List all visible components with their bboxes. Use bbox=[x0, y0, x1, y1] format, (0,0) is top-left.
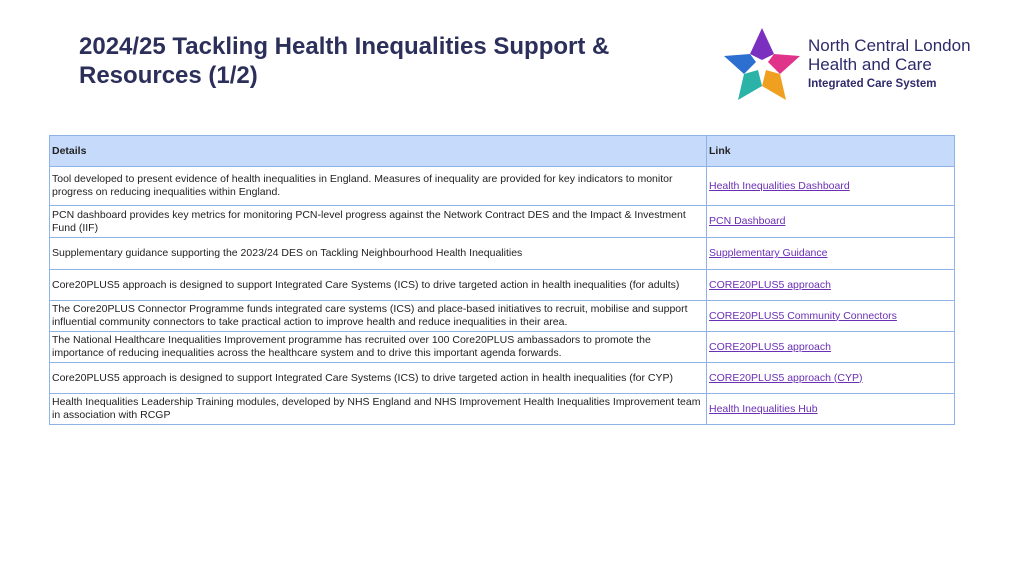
table-row bbox=[50, 332, 955, 363]
logo-line-1: North Central London bbox=[808, 36, 971, 55]
logo-text bbox=[808, 36, 971, 94]
row-link-cell bbox=[707, 238, 955, 270]
nclhc-logo bbox=[722, 26, 992, 102]
logo-line-3: Integrated Care System bbox=[808, 78, 937, 90]
row-link-cell bbox=[707, 363, 955, 394]
table-row bbox=[50, 167, 955, 206]
row-link-cell bbox=[707, 332, 955, 363]
table-row bbox=[50, 394, 955, 425]
core20plus5-approach-ambassadors-link[interactable]: CORE20PLUS5 approach bbox=[709, 340, 831, 353]
row-details: The Core20PLUS Connector Programme funds integrated care systems (ICS) and place-based initiatives to recruit, mobilise and support influential community connectors to take practical action to improve health and reduce inequalities in their area. bbox=[50, 301, 707, 332]
core20plus5-community-connectors-link[interactable]: CORE20PLUS5 Community Connectors bbox=[709, 309, 897, 322]
row-details: Core20PLUS5 approach is designed to support Integrated Care Systems (ICS) to drive targeted action in health inequalities (for adults) bbox=[50, 270, 707, 301]
row-link-cell bbox=[707, 394, 955, 425]
row-details: Core20PLUS5 approach is designed to support Integrated Care Systems (ICS) to drive targeted action in health inequalities (for CYP) bbox=[50, 363, 707, 394]
table-header-row bbox=[50, 136, 955, 167]
core20plus5-approach-link[interactable]: CORE20PLUS5 approach bbox=[709, 278, 831, 291]
table-row bbox=[50, 238, 955, 270]
row-link-cell bbox=[707, 167, 955, 206]
row-link-cell bbox=[707, 301, 955, 332]
row-details: The National Healthcare Inequalities Improvement programme has recruited over 100 Core20PLUS ambassadors to promote the importance of reducing inequalities across the healthcare system and to drive this important agenda forwards. bbox=[50, 332, 707, 363]
table-row bbox=[50, 301, 955, 332]
resources-table bbox=[49, 135, 955, 425]
row-details: Health Inequalities Leadership Training modules, developed by NHS England and NHS Improvement Health Inequalities Improvement team in association with RCGP bbox=[50, 394, 707, 425]
row-details: Supplementary guidance supporting the 2023/24 DES on Tackling Neighbourhood Health Inequalities bbox=[50, 238, 707, 270]
row-link-cell bbox=[707, 270, 955, 301]
supplementary-guidance-link[interactable]: Supplementary Guidance bbox=[709, 247, 828, 259]
row-details: Tool developed to present evidence of health inequalities in England. Measures of inequality are provided for key indicators to monitor progress on reducing inequalities within England. bbox=[50, 167, 707, 206]
row-details: PCN dashboard provides key metrics for monitoring PCN-level progress against the Network Contract DES and the Impact & Investment Fund (IIF) bbox=[50, 206, 707, 238]
health-inequalities-dashboard-link[interactable]: Health Inequalities Dashboard bbox=[709, 179, 850, 192]
star-logo-icon bbox=[722, 26, 802, 102]
core20plus5-approach-cyp-link[interactable]: CORE20PLUS5 approach (CYP) bbox=[709, 371, 863, 384]
header-link: Link bbox=[707, 136, 955, 167]
table-row bbox=[50, 270, 955, 301]
table-row bbox=[50, 206, 955, 238]
page-title: 2024/25 Tackling Health Inequalities Support & Resources (1/2) bbox=[79, 33, 610, 89]
logo-line-2: Health and Care bbox=[808, 55, 932, 74]
table-row bbox=[50, 363, 955, 394]
header-details: Details bbox=[50, 136, 707, 167]
row-link-cell bbox=[707, 206, 955, 238]
pcn-dashboard-link[interactable]: PCN Dashboard bbox=[709, 215, 786, 227]
health-inequalities-hub-link[interactable]: Health Inequalities Hub bbox=[709, 402, 818, 415]
